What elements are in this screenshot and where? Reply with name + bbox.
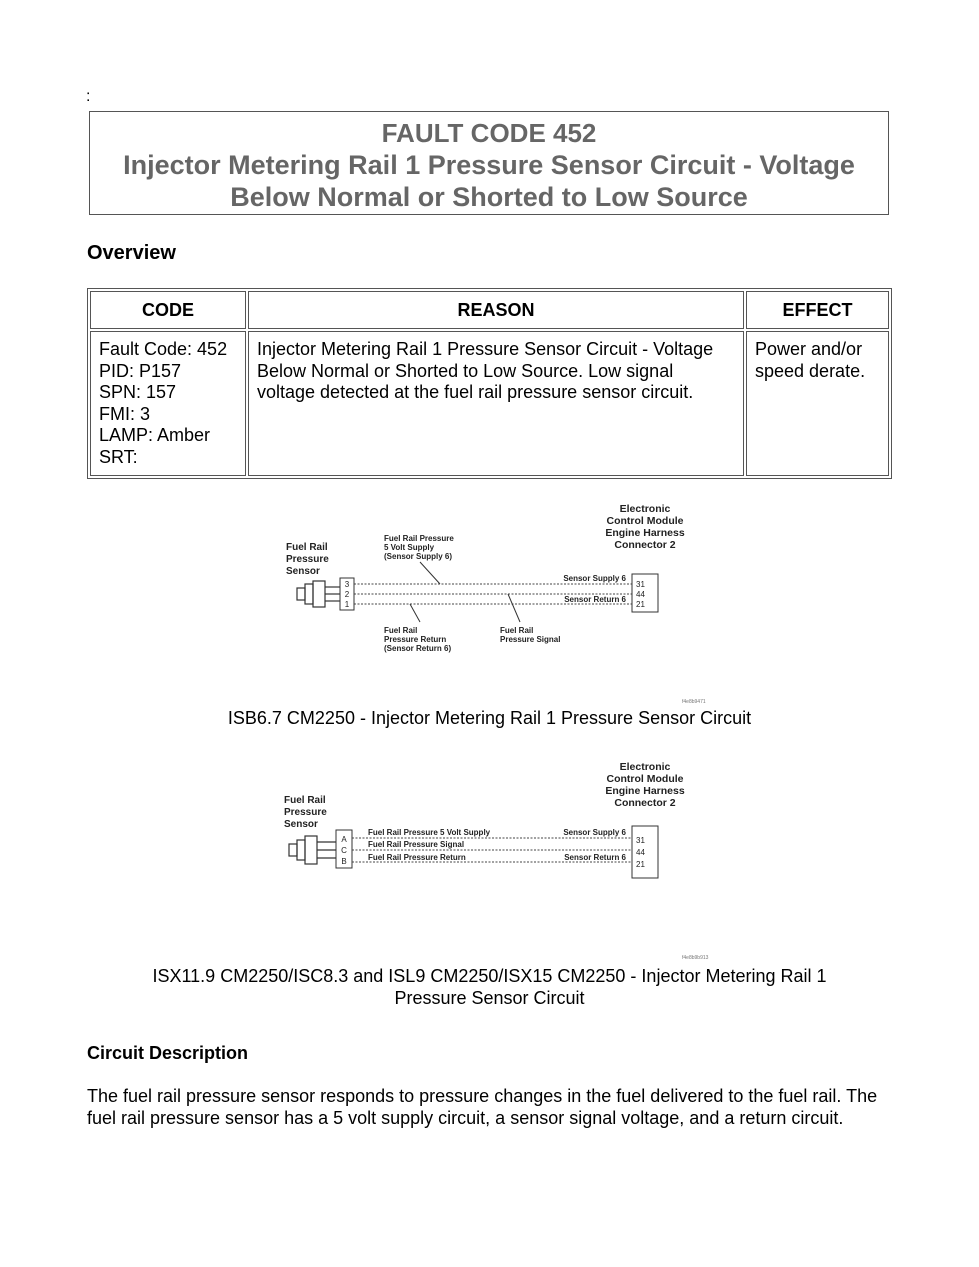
ecm-pin: 44 [636, 590, 645, 599]
signal-callout-leader [508, 594, 520, 622]
ecm-pin: 21 [636, 600, 645, 609]
ecm-pin: 31 [636, 836, 645, 845]
sensor-label-line: Sensor [286, 566, 320, 577]
ecm-pin: 44 [636, 848, 645, 857]
diagram-1-caption: ISB6.7 CM2250 - Injector Metering Rail 1 Pressure Sensor Circuit [227, 708, 752, 728]
ecm-label-line: Control Module [606, 773, 684, 785]
figure-id: f4e8b9471 [682, 699, 706, 705]
sensor-pin: A [341, 835, 347, 844]
sensor-label-line: Pressure [284, 807, 327, 818]
circuit-description-text: The fuel rail pressure sensor responds to pressure changes in the fuel delivered to the fuel rail. The fuel rail pressure sensor has a 5 volt supply circuit, a sensor signal voltage, and a return circuit. [87, 1086, 878, 1128]
fault-code-line: Fault Code: 452 [99, 339, 228, 359]
table-header-row [90, 291, 889, 329]
supply-callout-leader [420, 562, 440, 584]
column-header-effect: EFFECT [746, 291, 889, 329]
supply-callout-line: (Sensor Supply 6) [384, 552, 453, 561]
sensor-label-line: Sensor [284, 819, 318, 830]
ecm-pin: 21 [636, 860, 645, 869]
wire-label-return: Sensor Return 6 [564, 853, 626, 862]
sensor-label-line: Pressure [286, 554, 329, 565]
srt-line: SRT: [99, 446, 138, 467]
wire-label-supply: Sensor Supply 6 [563, 828, 626, 837]
circuit-description-heading: Circuit Description [87, 1043, 249, 1063]
sensor-label-line: Fuel Rail [284, 795, 326, 806]
signal-callout-line: Fuel Rail [500, 626, 534, 635]
fault-code-title-box [89, 111, 889, 215]
wiring-diagram-2 [270, 754, 710, 964]
overview-heading: Overview [87, 242, 176, 264]
figure-id: f4e8b9b913 [682, 955, 709, 961]
column-header-reason: REASON [248, 291, 744, 329]
return-callout-line: Fuel Rail [384, 626, 418, 635]
pressure-sensor-icon [297, 581, 340, 607]
sensor-pin: 3 [344, 580, 350, 589]
ecm-pin: 31 [636, 580, 645, 589]
sensor-pin: B [341, 857, 347, 866]
ecm-label-line: Control Module [606, 515, 684, 527]
effect-cell: Power and/or speed derate. [746, 331, 889, 476]
fault-code-title: FAULT CODE 452 [381, 118, 597, 148]
ecm-label-line: Electronic [619, 761, 671, 773]
return-callout-leader [410, 604, 420, 622]
sensor-label-line: Fuel Rail [286, 542, 328, 553]
wire-label-left: Fuel Rail Pressure Signal [368, 840, 465, 849]
fault-code-subtitle: Injector Metering Rail 1 Pressure Sensor Circuit - Voltage Below Normal or Shorted to Low Source [123, 150, 855, 212]
reason-cell: Injector Metering Rail 1 Pressure Sensor Circuit - Voltage Below Normal or Shorted to Low Source. Low signal voltage detected at the fuel rail pressure sensor circuit. [248, 331, 744, 476]
overview-table [87, 288, 892, 479]
spn-line: SPN: 157 [99, 382, 177, 402]
diagram-2-caption: ISX11.9 CM2250/ISC8.3 and ISL9 CM2250/ISX15 CM2250 - Injector Metering Rail 1 Pressure Sensor Circuit [152, 966, 827, 1008]
table-row [90, 331, 889, 476]
ecm-label-line: Engine Harness [605, 527, 685, 539]
pid-line: PID: P157 [99, 360, 182, 381]
ecm-label-line: Engine Harness [605, 785, 685, 797]
lamp-line: LAMP: Amber [99, 425, 211, 445]
ecm-label-line: Electronic [619, 503, 671, 515]
supply-callout-line: 5 Volt Supply [384, 543, 435, 552]
ecm-label-line: Connector 2 [614, 539, 676, 551]
return-callout-line: Pressure Return [384, 635, 447, 644]
sensor-pin: 2 [344, 590, 350, 599]
signal-callout-line: Pressure Signal [500, 635, 561, 644]
ecm-label-line: Connector 2 [614, 797, 676, 809]
column-header-code: CODE [90, 291, 246, 329]
fmi-line: FMI: 3 [99, 403, 151, 424]
return-callout-line: (Sensor Return 6) [384, 644, 452, 653]
wire-label-supply: Sensor Supply 6 [563, 574, 626, 583]
wire-label-left: Fuel Rail Pressure Return [368, 853, 466, 862]
leading-colon: : [86, 88, 91, 105]
sensor-pin: C [341, 846, 347, 855]
wire-label-left: Fuel Rail Pressure 5 Volt Supply [368, 828, 491, 837]
wire-label-return: Sensor Return 6 [564, 595, 626, 604]
wiring-diagram-1 [270, 496, 710, 711]
code-cell [90, 331, 246, 476]
sensor-pin: 1 [344, 600, 350, 609]
pressure-sensor-icon [289, 836, 336, 864]
supply-callout-line: Fuel Rail Pressure [384, 534, 454, 543]
